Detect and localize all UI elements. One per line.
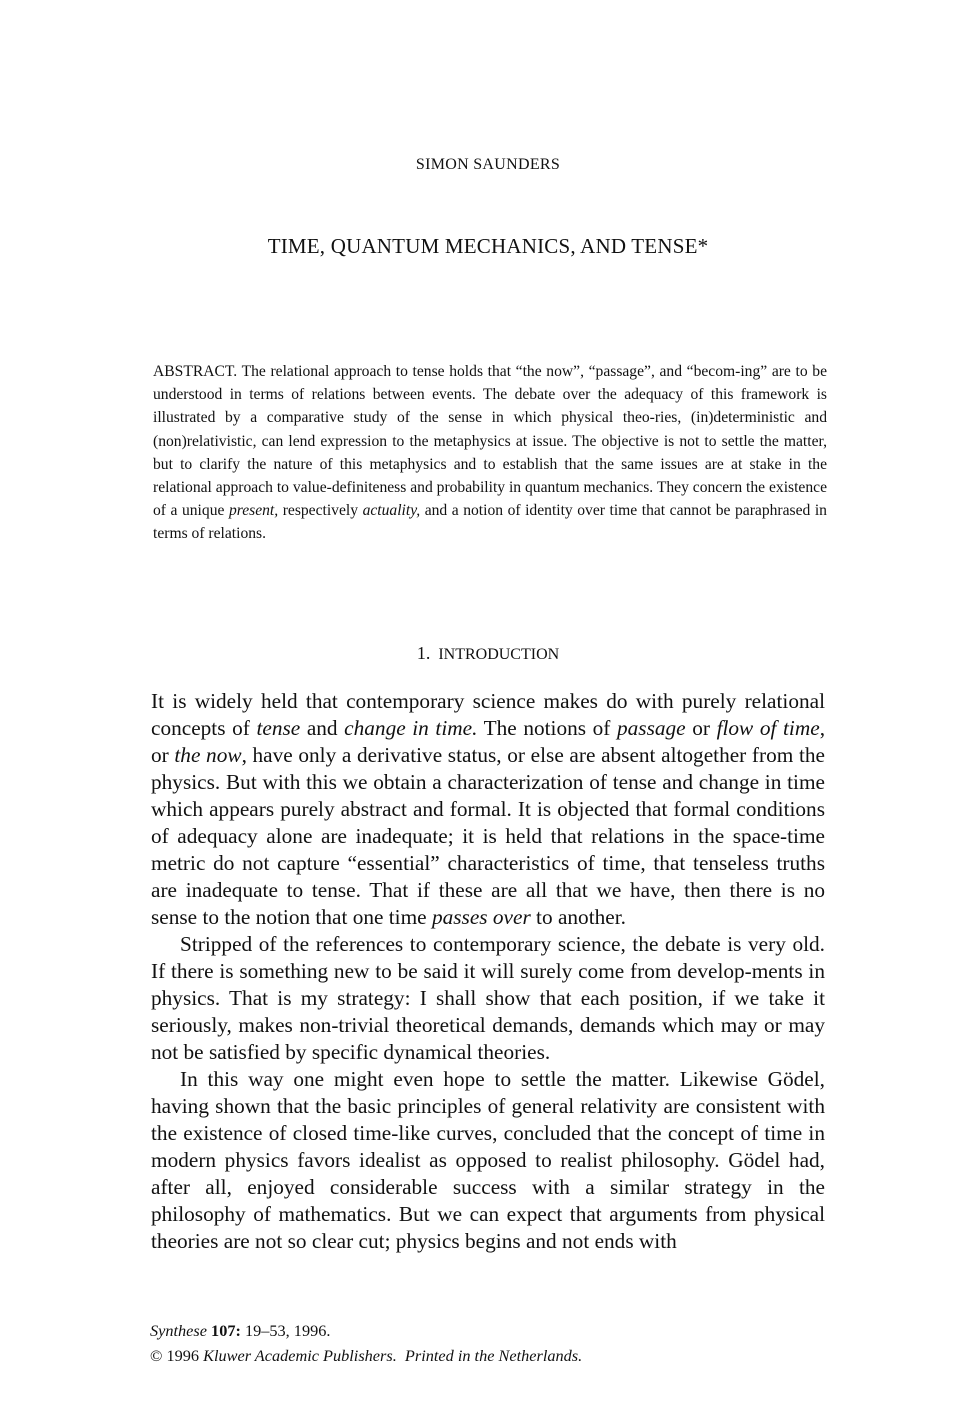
section-number: 1. (416, 643, 431, 663)
emphasis: passes over (431, 905, 531, 929)
text-run: or (685, 716, 717, 740)
emphasis: passage (617, 716, 686, 740)
emphasis: tense (256, 716, 301, 740)
journal-pages: 19–53, 1996. (240, 1321, 331, 1340)
abstract-text: respectively (278, 502, 363, 520)
abstract-emphasis-actuality: actuality, (362, 502, 421, 520)
text-run: to another. (530, 905, 626, 929)
text-run: , have only a derivative status, or else are absent altogether from the physics. But with this we obtain a characterization of tense and change in time which appears purely abstract and formal. It is objected that formal conditions of adequacy alone are inadequate; it is held that relations in the space-time metric do not capture “essential” characteristics of time, that tenseless truths are inadequate to tense. That if these are all that we have, then there is no sense to the notion that one time (151, 743, 825, 929)
text-run: It is widely held that contemporary science makes do with purely relational concepts of (151, 689, 825, 740)
author-name: SIMON SAUNDERS (415, 156, 561, 173)
copyright-line (150, 1343, 830, 1368)
footer (150, 1318, 830, 1368)
copyright-prefix: © 1996 (150, 1346, 204, 1365)
emphasis: change in time. (344, 716, 478, 740)
journal-volume: 107: (211, 1321, 241, 1340)
publisher-name: Kluwer Academic Publishers. (203, 1346, 397, 1365)
citation-line (150, 1318, 830, 1343)
text-run: The notions of (477, 716, 617, 740)
body-paragraph-2: Stripped of the references to contemporary science, the debate is very old. If there is something new to be said it will surely come from develop-ments in physics. That is my strategy: I shall show that each position, if we take it seriously, makes non-trivial theoretical demands, demands which may or may not be satisfied by specific dynamical theories. (151, 932, 825, 1064)
section-heading (0, 643, 976, 664)
abstract-text: and a notion of identity over time that cannot be paraphrased in terms of relations. (153, 502, 827, 543)
section-title: INTRODUCTION (438, 646, 560, 663)
text-run: and (300, 716, 345, 740)
text-run: , or (151, 716, 826, 767)
printed-in: Printed in the Netherlands. (404, 1346, 583, 1365)
abstract-text: The relational approach to tense holds that “the now”, “passage”, and “becom-ing” are to be understood in terms of relations between events. The debate over the adequacy of this framework is illustrated by a comparative study of the sense in which physical theo-ries, (in)deterministic and (non)relativistic, can lend expression to the metaphysics at issue. The objective is not to settle the matter, but to clarify the nature of this metaphysics and to establish that the same issues are at stake in the relational approach to value-definiteness and probability in quantum mechanics. They concern the existence of a unique (153, 363, 827, 520)
paper-title: TIME, QUANTUM MECHANICS, AND TENSE* (267, 234, 709, 258)
emphasis: the now (174, 743, 242, 767)
body-text (151, 688, 825, 1255)
emphasis: flow of time (716, 716, 820, 740)
body-paragraph-3: In this way one might even hope to settle the matter. Likewise Gödel, having shown that the basic principles of general relativity are consistent with the existence of closed time-like curves, concluded that the concept of time in modern physics favors idealist as opposed to realist philosophy. Gödel had, after all, enjoyed considerable success with a similar strategy in the philosophy of mathematics. But we can expect that arguments from physical theories are not so clear cut; physics begins and not ends with (151, 1067, 825, 1253)
abstract-label: ABSTRACT. (153, 363, 238, 380)
abstract-paragraph (153, 360, 827, 546)
abstract (153, 360, 827, 546)
journal-name: Synthese (150, 1321, 207, 1340)
abstract-emphasis-present: present, (228, 502, 279, 520)
body-paragraph-1 (151, 688, 825, 931)
